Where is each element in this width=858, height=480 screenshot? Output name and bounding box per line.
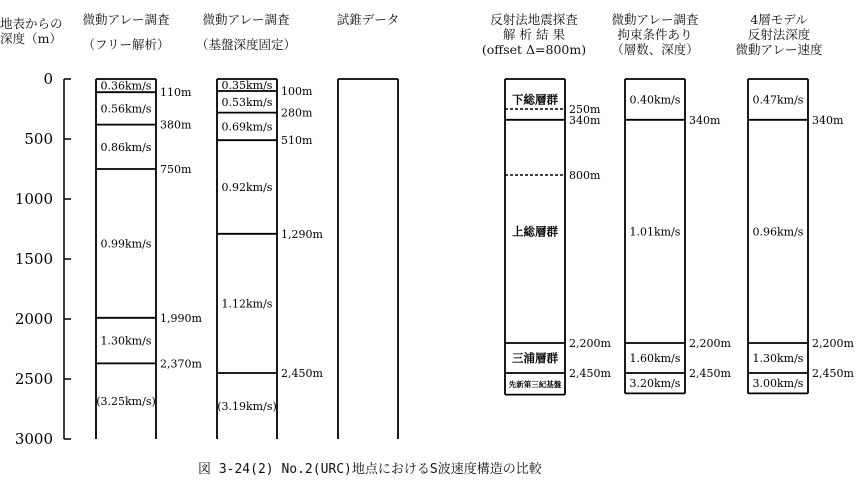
- boundary-depth-label: 1,290m: [281, 227, 323, 241]
- depth-tick-label: 0: [43, 70, 53, 88]
- figure-caption: 図 3-24(2) No.2(URC)地点におけるS波速度構造の比較: [198, 462, 542, 477]
- boundary-depth-label: 2,200m: [689, 337, 731, 350]
- layer-velocity-label: 1.01km/s: [629, 225, 681, 239]
- boundary-depth-label: 2,200m: [569, 337, 611, 350]
- column-header-line: 4層モデル: [750, 12, 808, 27]
- column-header-line: 試錐データ: [336, 12, 400, 27]
- column-header-line: 反射法地震探査: [490, 12, 578, 27]
- boundary-depth-label: 800m: [569, 169, 601, 182]
- layer-velocity-label: 3.00km/s: [752, 377, 804, 391]
- column-header-line: 微動アレー調査: [82, 12, 170, 27]
- depth-tick-label: 1500: [14, 250, 53, 268]
- layer-velocity-label: 0.36km/s: [100, 79, 152, 93]
- layer-velocity-label: 0.40km/s: [629, 93, 681, 107]
- column-header-line: 反射法深度: [747, 27, 811, 42]
- column-header-line: （基盤深度固定）: [196, 37, 297, 52]
- layer-velocity-label: 0.96km/s: [752, 225, 804, 239]
- layer-velocity-label: 3.20km/s: [629, 377, 681, 391]
- boundary-depth-label: 340m: [689, 113, 721, 127]
- layer-velocity-label: 0.99km/s: [100, 237, 152, 251]
- layer-velocity-label: 下総層群: [512, 92, 558, 107]
- boundary-depth-label: 110m: [160, 86, 192, 100]
- boundary-depth-label: 280m: [281, 106, 313, 120]
- depth-tick-label: 1000: [14, 190, 53, 208]
- layer-velocity-label: 1.30km/s: [100, 334, 152, 348]
- depth-tick-label: 2000: [14, 310, 53, 328]
- column-header-line: 微動アレー速度: [735, 42, 823, 57]
- boundary-depth-label: 340m: [812, 113, 844, 127]
- layer-velocity-label: 0.53km/s: [221, 95, 273, 109]
- boundary-depth-label: 2,370m: [160, 357, 202, 371]
- depth-tick-label: 3000: [14, 430, 53, 448]
- boundary-depth-label: 2,200m: [812, 337, 854, 350]
- layer-velocity-label: 三浦層群: [512, 351, 558, 365]
- boundary-depth-label: 340m: [569, 113, 601, 127]
- boundary-depth-label: 100m: [281, 85, 313, 98]
- boundary-depth-label: 2,450m: [569, 367, 611, 380]
- column-header-line: （層数、深度）: [611, 42, 699, 57]
- column-header-line: （フリー解析）: [82, 37, 170, 52]
- axis-title-line: 地表からの: [0, 16, 63, 31]
- boundary-depth-label: 2,450m: [281, 367, 323, 380]
- layer-velocity-label: 0.69km/s: [221, 120, 273, 134]
- layer-velocity-label: 0.47km/s: [752, 93, 804, 107]
- layer-velocity-label: 0.92km/s: [221, 181, 273, 194]
- boundary-depth-label: 750m: [160, 163, 192, 176]
- boundary-depth-label: 380m: [160, 118, 192, 132]
- layer-velocity-label: (3.19km/s): [217, 400, 277, 413]
- layer-velocity-label: 1.12km/s: [221, 297, 273, 311]
- depth-tick-label: 2500: [14, 370, 53, 388]
- layer-velocity-label: 先新第三紀基盤: [508, 379, 562, 389]
- layer-velocity-label: 0.86km/s: [100, 140, 152, 154]
- layer-velocity-label: 上総層群: [512, 224, 558, 239]
- layer-velocity-label: 0.56km/s: [100, 102, 152, 116]
- column-header-line: 解 析 結 果: [503, 27, 565, 42]
- boundary-depth-label: 2,450m: [812, 367, 854, 380]
- depth-tick-label: 500: [24, 130, 53, 148]
- layer-velocity-label: (3.25km/s): [96, 395, 156, 409]
- boundary-depth-label: 1,990m: [160, 311, 202, 325]
- boundary-depth-label: 2,450m: [689, 367, 731, 380]
- column-header-line: 微動アレー調査: [611, 12, 699, 27]
- layer-velocity-label: 0.35km/s: [221, 79, 273, 92]
- column-header-line: (offset Δ=800m): [481, 42, 587, 57]
- column-header-line: 拘束条件あり: [617, 27, 693, 42]
- boundary-depth-label: 510m: [281, 134, 313, 148]
- layer-velocity-label: 1.30km/s: [752, 352, 804, 365]
- layer-velocity-label: 1.60km/s: [629, 352, 681, 365]
- axis-title-line: 深度（m）: [0, 31, 62, 46]
- column-header-line: 微動アレー調査: [202, 12, 290, 27]
- boundary-depth-label: 250m: [569, 103, 601, 116]
